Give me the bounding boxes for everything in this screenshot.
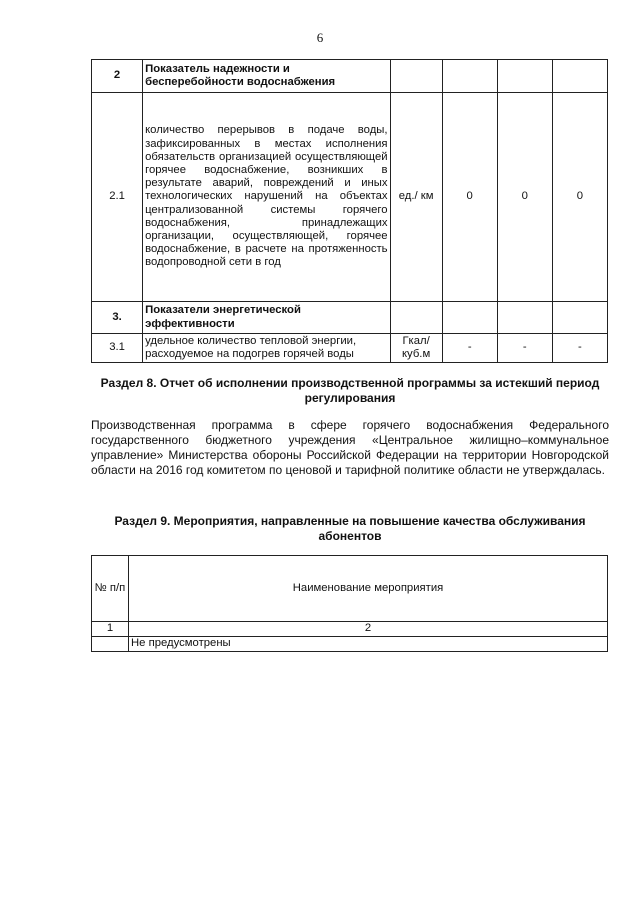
section-9-title: Раздел 9. Мероприятия, направленные на повышение качества обслуживания абонентов: [114, 514, 586, 543]
row-unit: [390, 60, 442, 93]
table-row: [92, 302, 608, 334]
header-name: Наименование мероприятия: [129, 556, 608, 622]
measures-table: [91, 555, 608, 652]
column-number-2: 2: [129, 622, 608, 637]
row-value-1: 0: [442, 93, 497, 302]
row-unit: Гкал/ куб.м: [390, 334, 442, 363]
row-value-3: -: [552, 334, 607, 363]
row-value-1: -: [442, 334, 497, 363]
row-unit: ед./ км: [390, 93, 442, 302]
row-value-1: [442, 60, 497, 93]
row-value-2: 0: [497, 93, 552, 302]
measure-text: Не предусмотрены: [129, 637, 608, 652]
row-value-2: [497, 302, 552, 334]
row-unit: [390, 302, 442, 334]
empty-cell: [92, 637, 129, 652]
table-header-row: [92, 556, 608, 622]
row-description: Показатели энергетической эффективности: [143, 302, 390, 334]
row-description: Показатель надежности и бесперебойности водоснабжения: [143, 60, 390, 93]
section-8-title: Раздел 8. Отчет об исполнении производственной программы за истекший период регулирования: [100, 376, 600, 405]
indicators-table: [91, 59, 608, 363]
row-description: удельное количество тепловой энергии, расходуемое на подогрев горячей воды: [143, 334, 390, 363]
table-row: [92, 93, 608, 302]
table-row: [92, 334, 608, 363]
page-number: 6: [316, 30, 324, 45]
table-row: [92, 637, 608, 652]
row-description: количество перерывов в подаче воды, зафиксированных в местах исполнения обязательств организацией осуществляющей горячее водоснабжение, возникших в результате аварий, повреждений и иных технологических нарушений на объектах централизованной системы горячего водоснабжения, принадлежащих организации, осуществляющей, горячее водоснабжение, в расчете на протяженность водопроводной сети в год: [143, 93, 390, 302]
column-number-1: 1: [92, 622, 129, 637]
section-8-text: Производственная программа в сфере горячего водоснабжения Федерального государственного бюджетного учреждения «Центральное жилищно–коммунальное управление» Министерства обороны Российской Федерации на территории Новгородской области на 2016 год комитетом по ценовой и тарифной политике области не утверждалась.: [91, 418, 609, 477]
row-value-3: [552, 302, 607, 334]
row-number: 2.1: [92, 93, 143, 302]
table-row: [92, 622, 608, 637]
row-number: 2: [92, 60, 143, 93]
row-value-3: 0: [552, 93, 607, 302]
row-value-1: [442, 302, 497, 334]
row-number: 3.: [92, 302, 143, 334]
row-value-2: -: [497, 334, 552, 363]
row-number: 3.1: [92, 334, 143, 363]
row-value-3: [552, 60, 607, 93]
header-number: № п/п: [92, 556, 129, 622]
row-value-2: [497, 60, 552, 93]
table-row: [92, 60, 608, 93]
